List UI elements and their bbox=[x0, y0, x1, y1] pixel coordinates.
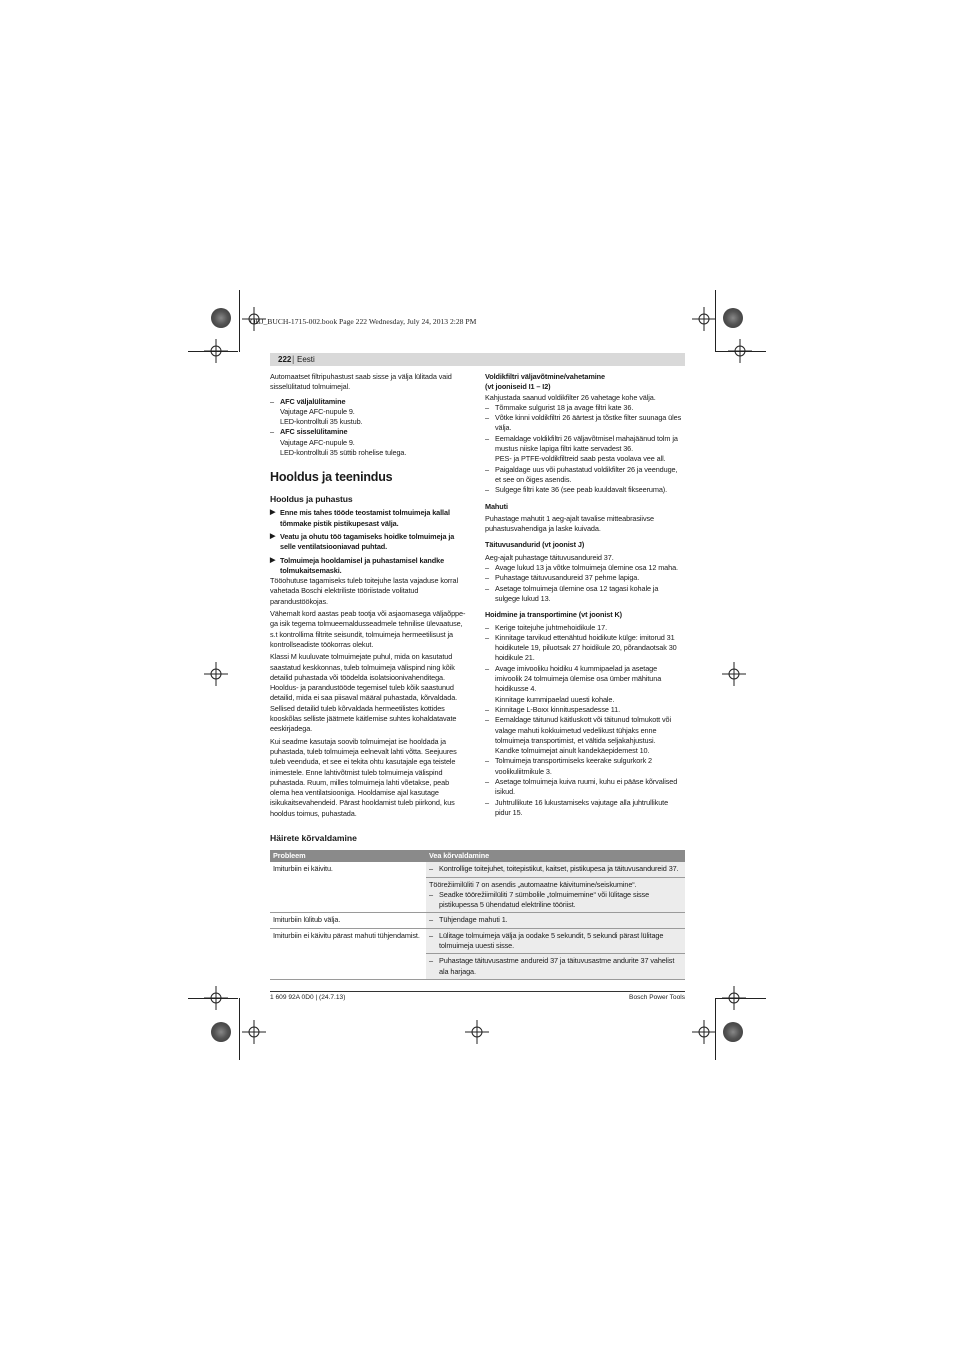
column-header: Vea kõrvaldamine bbox=[426, 850, 685, 862]
table-header-row bbox=[270, 850, 685, 862]
list-item: – Tõmmake sulgurist 18 ja avage filtri kate 36. bbox=[485, 402, 634, 412]
list-item: – Kinnitage L-Boxx kinnituspesadesse 11. bbox=[485, 704, 621, 714]
crosshair-icon bbox=[204, 662, 228, 686]
arrow-icon: ▶ bbox=[270, 509, 276, 517]
paragraph: Tööohutuse tagamiseks tuleb toitejuhe lasta vajaduse korral vahetada Boschi elektriliste tööriistade volitatud parandustöökojas. bbox=[270, 576, 458, 606]
registration-disc bbox=[723, 1022, 743, 1042]
warning-item: ▶ Tolmuimeja hooldamisel ja puhastamisel kandke tolmukaitsemaski. bbox=[270, 555, 445, 575]
footer-rule bbox=[270, 991, 685, 992]
fix-cell: Töörežiimilüliti 7 on asendis „automaatne käivitumine/seiskumine“. – Seadke töörežiimilüliti 7 sümbolile „tolmuimemine“ või lülitage sisse pistikupessa 5 ühendatud elektriline tööriist. bbox=[426, 877, 685, 913]
page-number: 222 bbox=[278, 355, 292, 364]
right-column: Voldikfiltri väljavõtmine/vahetamine (vt jooniseid I1 – I2) Kahjustada saanud voldikfilter 26 vahetage kohe välja. – Tõmmake sulgurist 18 ja avage filtri kate 36. – Võtke kinni voldikfiltri 26 äärtest ja tõstke filter suunaga üles välja. – Eemaldage voldikfiltri 26 väljavõtmisel mahajäänud tolm ja mustus niiske lapiga filtri katte servadest 36. PES- ja PTFE-voldikfiltreid saab pesta voolava vee all. – Paigaldage uus või puhastatud voldikfilter 26 ja veenduge, et see on õiges asendis. – Sulgege filtri kate 36 (see peab kuuldavalt fikseeruma). Mahuti Puhastage mahutit 1 aeg-ajalt tavalise mitteabrasiivse puhastusvahendiga ja laske kuivada. Täituvusandurid (vt joonist J) Aeg-ajalt puhastage täituvusandureid 37. – Avage lukud 13 ja võtke tolmuimeja ülemine osa 12 maha. – Puhastage täituvusandureid 37 pehme lapiga. – Asetage tolmuimeja ülemine osa 12 tagasi kohale ja sulgege lukud 13. Hoidmine ja transportimine (vt joonist K) – Kerige toitejuhe juhtmehoidikule 17. – Kinnitage tarvikud ettenähtud hoidikute külge: imitorud 31 hoidikutele 19, piluotsak 27 hoidikule 20, põrandaotsak 30 hoidikule 21. – Avage imivooliku hoidiku 4 kummipaelad ja asetage imivoolik 24 tolmuimeja ülemise osa ümber mähituna hoidikusse 4. Kinnitage kummipaelad uuesti kohale. – Kinnitage L-Boxx kinnituspesadesse 11. – Eemaldage täitunud käitluskott või täitunud tolmukott või valage mahuti kokkuimetud vedelikust tühjaks enne tolmuimeja transportimist, et vältida seljakahjustusi. Kandke tolmuimejat ainult kandekäepidemest 10. – Tolmuimeja transportimiseks keerake sulgurkork 2 voolikuliitmikule 3. – Asetage tolmuimeja kuiva ruumi, kuhu ei pääse kõrvalised isikud. – Juhtrullikute 16 lukustamiseks vajutage alla juhtrullikute pidur 15. bbox=[485, 372, 685, 818]
registration-disc bbox=[723, 308, 743, 328]
crosshair-icon bbox=[242, 1020, 266, 1044]
fix-cell: – Puhastage täituvusastme andureid 37 ja täituvusastme andurite 37 vahelist ala harjaga. bbox=[426, 954, 685, 980]
subsection-title: Hooldus ja puhastus bbox=[270, 494, 353, 505]
list-item: – Asetage tolmuimeja kuiva ruumi, kuhu ei pääse kõrvalised isikud. bbox=[485, 776, 678, 797]
subsection-title: Täituvusandurid (vt joonist J) bbox=[485, 540, 585, 550]
list-item: – Juhtrullikute 16 lukustamiseks vajutage alla juhtrullikute pidur 15. bbox=[485, 797, 669, 817]
list-item: – AFC sisselülitamine Vajutage AFC-nupule 9. LED-kontrolltuli 35 süttib rohelise tulega. bbox=[270, 427, 407, 458]
list-item: – Tolmuimeja transportimiseks keerake sulgurkork 2 voolikuliitmikule 3. bbox=[485, 756, 653, 776]
table-row bbox=[270, 862, 685, 877]
column-header: Probleem bbox=[270, 850, 426, 862]
crosshair-icon bbox=[692, 307, 716, 331]
list-item: – Eemaldage voldikfiltri 26 väljavõtmisel mahajäänud tolm ja mustus niiske lapiga filtri katte servadest 36. PES- ja PTFE-voldikfiltreid saab pesta voolava vee all. bbox=[485, 433, 678, 464]
table-row bbox=[270, 928, 685, 954]
fix-cell: – Lülitage tolmuimeja välja ja oodake 5 sekundit, 5 sekundi pärast lülitage tolmuimeja uuesti sisse. bbox=[426, 928, 685, 954]
warning-item: ▶ Enne mis tahes tööde teostamist tolmuimeja kallal tõmmake pistik pistikupesast välja. bbox=[270, 508, 450, 528]
table-row bbox=[270, 913, 685, 928]
problem-cell: Imiturbiin lülitub välja. bbox=[270, 913, 426, 928]
list-item: – Avage lukud 13 ja võtke tolmuimeja ülemine osa 12 maha. bbox=[485, 563, 678, 573]
list-item: – AFC väljalülitamine Vajutage AFC-nupule 9. LED-kontrolltuli 35 kustub. bbox=[270, 396, 363, 427]
list-item: – Eemaldage täitunud käitluskott või täitunud tolmukott või valage mahuti kokkuimetud vedelikust tühjaks enne tolmuimeja transportimist, et vältida seljakahjustusi. Kandke tolmuimejat ainult kandekäepidemest 10. bbox=[485, 715, 672, 756]
list-item: – Paigaldage uus või puhastatud voldikfilter 26 ja veenduge, et see on õiges asendis. bbox=[485, 464, 678, 484]
list-item: – Avage imivooliku hoidiku 4 kummipaelad ja asetage imivoolik 24 tolmuimeja ülemise osa ümber mähituna hoidikusse 4. Kinnitage kummipaelad uuesti kohale. bbox=[485, 663, 662, 704]
registration-disc bbox=[211, 1022, 231, 1042]
fix-cell: – Kontrollige toitejuhet, toitepistikut, kaitset, pistikupesa ja täituvusandureid 37. bbox=[426, 862, 685, 877]
fix-cell: – Tühjendage mahuti 1. bbox=[426, 913, 685, 928]
subsection-title: Häirete kõrvaldamine bbox=[270, 833, 357, 843]
footer-brand: Bosch Power Tools bbox=[629, 994, 685, 1001]
subsection-title: Hoidmine ja transportimine (vt joonist K) bbox=[485, 610, 622, 620]
list-item: – Sulgege filtri kate 36 (see peab kuuldavalt fikseeruma). bbox=[485, 485, 668, 495]
list-item: – Kerige toitejuhe juhtmehoidikule 17. bbox=[485, 622, 608, 632]
paragraph: Vähemalt kord aastas peab tootja või asjaomasega väljaõppe-ga isik tegema tolmueemaldusseadmele tehnilise ülevaatuse, s.t kontrollima filtrite seisundit, tolmuimeja hermeetilisust ja kontrollseadiste töökorras olekut. bbox=[270, 609, 466, 649]
footer-code: 1 609 92A 0D0 | (24.7.13) bbox=[270, 994, 346, 1001]
registration-disc bbox=[211, 308, 231, 328]
page-header-bar bbox=[270, 353, 685, 366]
divider: | bbox=[292, 354, 295, 364]
arrow-icon: ▶ bbox=[270, 556, 276, 564]
list-item: – Puhastage täituvusandureid 37 pehme lapiga. bbox=[485, 573, 640, 583]
section-language: Eesti bbox=[297, 355, 315, 364]
warning-item: ▶ Veatu ja ohutu töö tagamiseks hoidke tolmuimeja ja selle ventilatsiooniavad puhtad. bbox=[270, 531, 455, 552]
paragraph: Klassi M kuuluvate tolmuimejate puhul, mida on kasutatud saastatud keskkonnas, tuleb tolmuimeja välispind ning kõik detailid puhastada või töödelda isolatsioonivahenditega. Hooldus- ja parandustööde tegemisel tuleb kõik saastunud detailid, mida ei saa piisaval määral puhastada, kõrvaldada. Sellised detailid tuleb kõrvaldada hermeetilistes kottides kooskõlas selliste jäätmete käitlemise suhtes kohaldatavate eeskirjadega. bbox=[270, 652, 458, 734]
list-item: – Võtke kinni voldikfiltri 26 äärtest ja tõstke filter suunaga üles välja. bbox=[485, 413, 682, 433]
troubleshooting-table bbox=[270, 850, 685, 980]
list-item: – Asetage tolmuimeja ülemine osa 12 tagasi kohale ja sulgege lukud 13. bbox=[485, 583, 659, 603]
left-column bbox=[270, 372, 470, 819]
crosshair-icon bbox=[692, 1020, 716, 1044]
list-item: – Kinnitage tarvikud ettenähtud hoidikute külge: imitorud 31 hoidikutele 19, piluotsak 27 hoidikule 20, põrandaotsak 30 hoidikule 21. bbox=[485, 632, 677, 663]
book-header: OBJ_BUCH-1715-002.book Page 222 Wednesday, July 24, 2013 2:28 PM bbox=[250, 317, 477, 326]
problem-cell: Imiturbiin ei käivitu. bbox=[270, 862, 426, 913]
crosshair-icon bbox=[722, 662, 746, 686]
subsection-title: Mahuti bbox=[485, 501, 508, 511]
crosshair-icon bbox=[465, 1020, 489, 1044]
problem-cell: Imiturbiin ei käivitu pärast mahuti tühjendamist. bbox=[270, 928, 426, 979]
subsection-title-ref: (vt jooniseid I1 – I2) bbox=[485, 382, 551, 392]
arrow-icon: ▶ bbox=[270, 532, 276, 540]
section-title: Hooldus ja teenindus bbox=[270, 470, 393, 485]
afc-intro: Automaatset filtripuhastust saab sisse ja välja lülitada vaid sisselülitatud tolmuimejal. bbox=[270, 372, 452, 392]
paragraph: Kui seadme kasutaja soovib tolmuimejat ise hooldada ja puhastada, tuleb tolmuimeja eelnevalt lahti võtta. Seejuures tuleb veenduda, et see ei tekita ohtu kasutajale ega teistele inimestele. Enne lahtivõtmist tuleb tolmuimeja välispind puhastada. Ruum, milles tolmuimeja lahti võetakse, peab olema hea ventilatsiooniga. Hooldamise ajal kasutage isikukaitsevahendeid. Pärast hooldamist tuleb piirkond, kus hooldus toimus, puhastada. bbox=[270, 736, 457, 818]
subsection-title: Voldikfiltri väljavõtmine/vahetamine bbox=[485, 372, 605, 381]
